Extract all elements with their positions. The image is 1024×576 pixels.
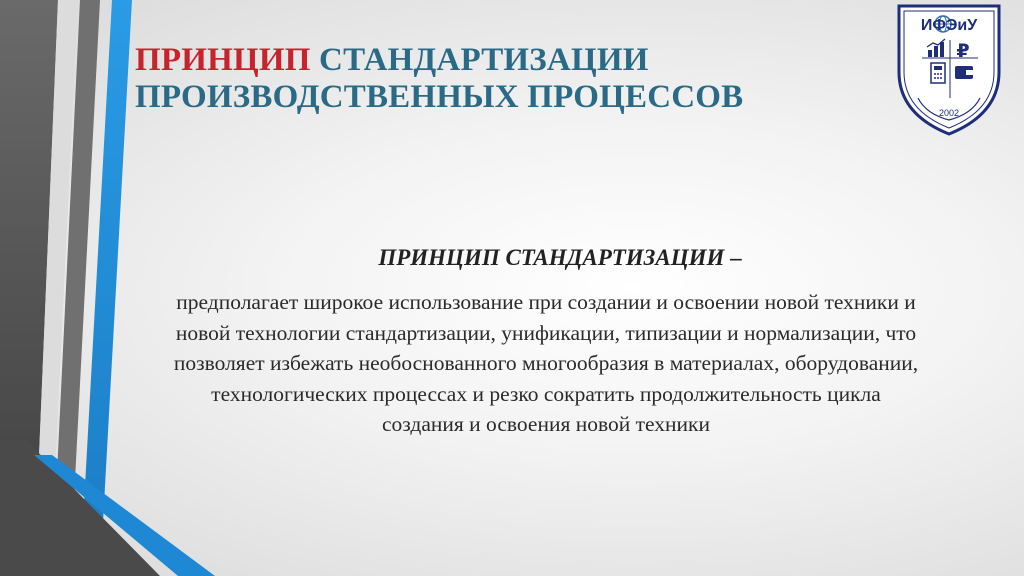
body-line: технологических процессах и резко сократить продолжительность цикла <box>211 381 881 406</box>
title-word-rest: СТАНДАРТИЗАЦИИ <box>319 42 649 78</box>
body-paragraph <box>96 287 996 440</box>
subheading-dash: – <box>730 245 742 270</box>
body-line: создания и освоения новой техники <box>382 412 710 436</box>
subheading-text: ПРИНЦИП СТАНДАРТИЗАЦИИ <box>378 245 725 270</box>
body-line: предполагает широкое использование при создании и освоении новой техники и <box>176 290 916 314</box>
subheading <box>260 245 860 271</box>
title-word-red: ПРИНЦИП <box>135 42 311 78</box>
wallet-icon <box>955 66 974 79</box>
logo-text: ИФЭиУ <box>920 17 978 34</box>
logo-year: 2002 <box>938 108 960 118</box>
body-line: позволяет избежать необоснованного многообразия в материалах, оборудовании, <box>173 351 919 375</box>
corner-dark <box>0 440 160 576</box>
slide-title <box>135 42 835 116</box>
title-line-2: ПРОИЗВОДСТВЕННЫХ ПРОЦЕССОВ <box>135 79 744 115</box>
body-line: новой технологии стандартизации, унификации, типизации и нормализации, что <box>175 320 917 345</box>
institute-logo <box>896 2 1002 138</box>
ruble-icon: ₽ <box>956 40 970 62</box>
